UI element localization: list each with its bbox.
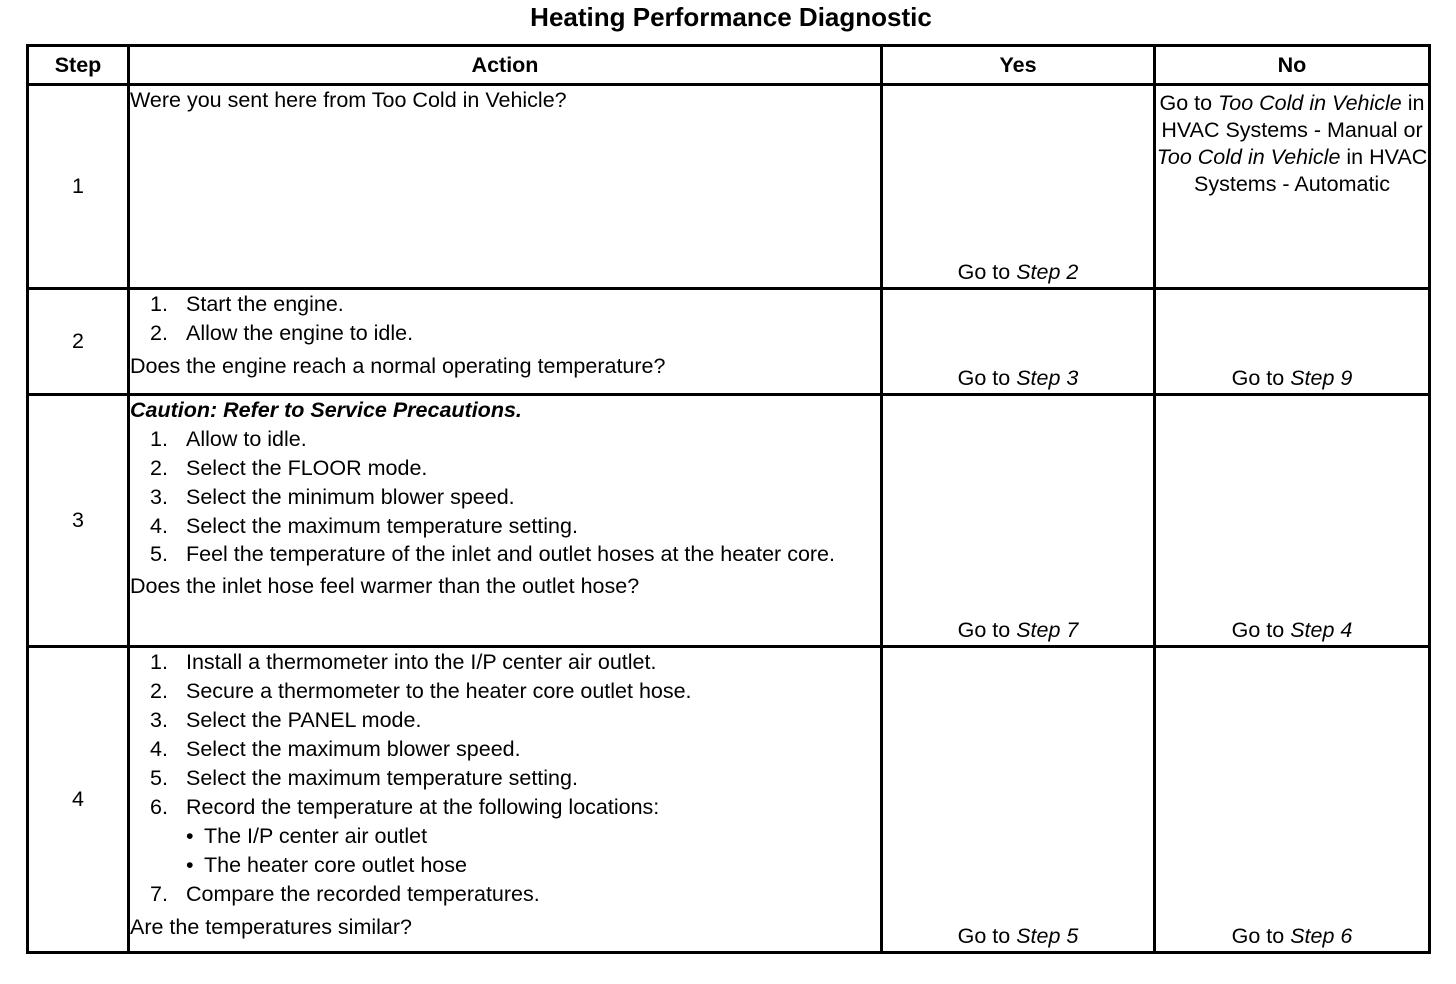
step-number: 2 [28, 289, 129, 395]
no-link[interactable]: Step 4 [1290, 618, 1353, 642]
action-item: 2. Allow the engine to idle. [150, 321, 414, 345]
table-row [28, 395, 1430, 647]
action-question: Are the temperatures similar? [130, 915, 412, 939]
yes-prefix: Go to [957, 366, 1011, 390]
action-question: Does the inlet hose feel warmer than the outlet hose? [130, 574, 640, 598]
table-row [28, 289, 1430, 395]
action-item: 2. Select the FLOOR mode. [150, 456, 428, 480]
action-item: 7. Compare the recorded temperatures. [150, 882, 540, 906]
no-cell [1155, 289, 1430, 395]
no-link[interactable]: Step 9 [1290, 366, 1353, 390]
step-number: 3 [28, 395, 129, 647]
yes-link[interactable]: Step 5 [1016, 924, 1079, 948]
no-prefix: Go to [1231, 366, 1285, 390]
step-number: 4 [28, 647, 129, 953]
no-prefix: Go to [1159, 91, 1213, 115]
no-cell [1155, 395, 1430, 647]
action-item: 3. Select the minimum blower speed. [150, 485, 515, 509]
step-number: 1 [28, 85, 129, 289]
no-prefix: Go to [1231, 618, 1285, 642]
action-item: 1. Install a thermometer into the I/P center air outlet. [150, 650, 657, 674]
yes-prefix: Go to [957, 924, 1011, 948]
action-item: 1. Allow to idle. [150, 427, 307, 451]
header-no: No [1155, 46, 1430, 85]
action-cell [129, 395, 882, 647]
action-item: 5. Feel the temperature of the inlet and outlet hoses at the heater core. [150, 542, 835, 566]
caution-note: Caution: Refer to Service Precautions. [130, 398, 522, 422]
action-steps [130, 648, 880, 822]
action-item: 6. Record the temperature at the following locations: [150, 795, 660, 819]
yes-link[interactable]: Step 3 [1016, 366, 1079, 390]
action-cell [129, 85, 882, 289]
header-row [28, 46, 1430, 85]
action-item: 1. Start the engine. [150, 292, 344, 316]
action-question: Were you sent here from Too Cold in Vehicle? [130, 88, 567, 112]
action-item: 4. Select the maximum temperature setting. [150, 514, 578, 538]
no-prefix: Go to [1231, 924, 1285, 948]
page-title: Heating Performance Diagnostic [530, 2, 932, 32]
action-steps [130, 880, 880, 909]
no-cell [1155, 85, 1430, 289]
table-row [28, 647, 1430, 953]
yes-cell [882, 395, 1155, 647]
bullet-item: • The heater core outlet hose [130, 851, 880, 880]
yes-cell [882, 647, 1155, 953]
yes-prefix: Go to [957, 618, 1011, 642]
header-step: Step [28, 46, 129, 85]
action-steps [130, 290, 880, 348]
no-text: in HVAC Systems - Automatic [1194, 145, 1428, 196]
yes-prefix: Go to [957, 260, 1011, 284]
action-item: 4. Select the maximum blower speed. [150, 737, 521, 761]
action-item: 3. Select the PANEL mode. [150, 708, 422, 732]
header-action: Action [129, 46, 882, 85]
bullet-item: • The I/P center air outlet [130, 822, 880, 851]
action-cell [129, 289, 882, 395]
yes-cell [882, 289, 1155, 395]
action-question: Does the engine reach a normal operating temperature? [130, 354, 666, 378]
yes-link[interactable]: Step 2 [1016, 260, 1079, 284]
action-cell [129, 647, 882, 953]
yes-link[interactable]: Step 7 [1016, 618, 1079, 642]
table-row [28, 85, 1430, 289]
no-text: in HVAC Systems - Manual or [1161, 91, 1425, 142]
no-link[interactable]: Too Cold in Vehicle [1156, 145, 1341, 169]
action-item: 5. Select the maximum temperature setting. [150, 766, 578, 790]
yes-cell [882, 85, 1155, 289]
no-link[interactable]: Too Cold in Vehicle [1218, 91, 1402, 115]
no-cell [1155, 647, 1430, 953]
action-steps [130, 425, 880, 568]
action-item: 2. Secure a thermometer to the heater core outlet hose. [150, 679, 692, 703]
diagnostic-table [26, 44, 1431, 954]
location-bullets [130, 822, 880, 880]
no-link[interactable]: Step 6 [1290, 924, 1353, 948]
header-yes: Yes [882, 46, 1155, 85]
